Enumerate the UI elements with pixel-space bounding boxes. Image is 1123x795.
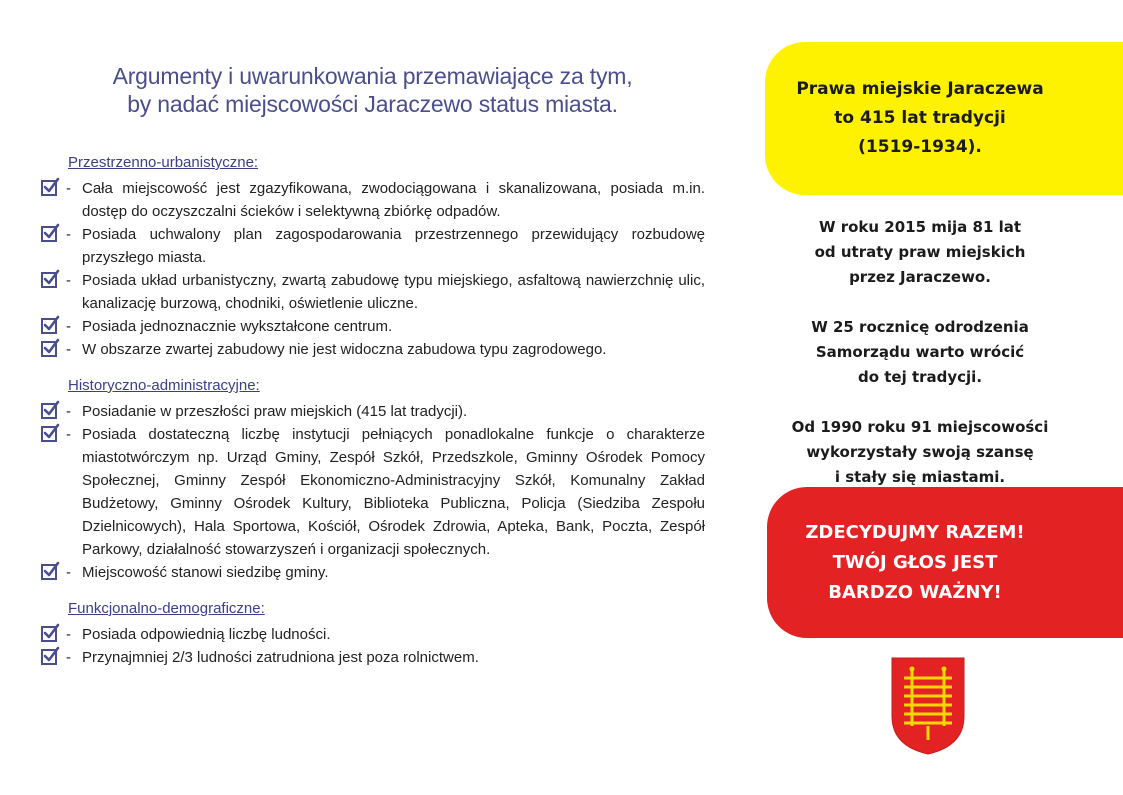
list-item-text: Posiada odpowiednią liczbę ludności. [82, 626, 331, 643]
list-dash: - [66, 649, 71, 666]
sections-list [40, 154, 705, 669]
info-p2-line-1: W 25 rocznicę odrodzenia [811, 318, 1029, 336]
list-dash: - [66, 180, 71, 197]
list-item [40, 423, 705, 561]
list-item [40, 315, 705, 338]
info-paragraph-1 [765, 215, 1075, 290]
checked-checkbox-icon [40, 423, 62, 445]
info-p1-line-2: od utraty praw miejskich [814, 243, 1026, 261]
title-line-1: Argumenty i uwarunkowania przemawiające za tym, [112, 63, 633, 89]
list-item-text: Posiada dostateczną liczbę instytucji pełniących ponadlokalne funkcje o charakterze miastotwórczym np. Urząd Gminy, Zespół Szkół, Przedszkole, Gminny Ośrodek Pomocy Społecznej, Gminny Zespół Ekonomiczno-Administracyjny Szkół, Komunalny Zakład Budżetowy, Gminny Ośrodek Kultury, Biblioteka Publiczna, Policja (Siedziba Zespołu Dzielnicowych), Hala Sportowa, Kościół, Ośrodek Zdrowia, Apteka, Bank, Poczta, Zespół Parkowy, działalność stowarzyszeń i organizacji społecznych. [82, 426, 705, 558]
title-line-2: by nadać miejscowości Jaraczewo status miasta. [127, 91, 618, 117]
info-p3-line-3: i stały się miastami. [834, 468, 1006, 486]
list-dash: - [66, 318, 71, 335]
list-dash: - [66, 426, 71, 443]
yellow-line-3: (1519-1934). [858, 137, 982, 157]
section-title: Przestrzenno-urbanistyczne: [68, 154, 259, 171]
checked-checkbox-icon [40, 223, 62, 245]
checked-checkbox-icon [40, 646, 62, 668]
list-item-text: Posiada jednoznacznie wykształcone centrum. [82, 318, 393, 335]
checked-checkbox-icon [40, 561, 62, 583]
checked-checkbox-icon [40, 338, 62, 360]
list-item [40, 177, 705, 223]
list-dash: - [66, 403, 71, 420]
yellow-line-2: to 415 lat tradycji [834, 108, 1006, 128]
tradition-highlight-box [765, 42, 1123, 195]
list-item-text: Posiada układ urbanistyczny, zwartą zabudowę typu miejskiego, asfaltową nawierzchnię ulic, kanalizację burzową, chodniki, oświetlenie uliczne. [82, 272, 705, 312]
list-dash: - [66, 226, 71, 243]
section-1 [40, 154, 705, 361]
cta-line-3: BARDZO WAŻNY! [828, 581, 1002, 603]
section-title: Historyczno-administracyjne: [68, 377, 260, 394]
cta-line-2: TWÓJ GŁOS JEST [832, 551, 998, 573]
arguments-column [40, 62, 705, 685]
list-item [40, 646, 705, 669]
list-item [40, 623, 705, 646]
info-text [765, 215, 1123, 490]
list-item-text: Cała miejscowość jest zgazyfikowana, zwodociągowana i skanalizowana, posiada m.in. dostęp do oczyszczalni ścieków i selektywną zbiórkę odpadów. [82, 180, 705, 220]
info-p3-line-1: Od 1990 roku 91 miejscowości [791, 418, 1049, 436]
yellow-line-1: Prawa miejskie Jaraczewa [796, 79, 1044, 99]
list-item [40, 269, 705, 315]
checked-checkbox-icon [40, 623, 62, 645]
info-p1-line-3: przez Jaraczewo. [849, 268, 991, 286]
list-item [40, 561, 705, 584]
list-item-text: Posiadanie w przeszłości praw miejskich (415 lat tradycji). [82, 403, 468, 420]
list-dash: - [66, 341, 71, 358]
section-3 [40, 600, 705, 669]
checked-checkbox-icon [40, 269, 62, 291]
info-p3-line-2: wykorzystały swoją szansę [806, 443, 1034, 461]
info-p2-line-2: Samorządu warto wrócić [815, 343, 1025, 361]
checked-checkbox-icon [40, 315, 62, 337]
list-dash: - [66, 626, 71, 643]
info-p1-line-1: W roku 2015 mija 81 lat [818, 218, 1022, 236]
list-item [40, 400, 705, 423]
section-title: Funkcjonalno-demograficzne: [68, 600, 265, 617]
list-item-text: Przynajmniej 2/3 ludności zatrudniona jest poza rolnictwem. [82, 649, 479, 666]
call-to-action-box [767, 487, 1123, 638]
list-dash: - [66, 272, 71, 289]
list-item [40, 338, 705, 361]
info-p2-line-3: do tej tradycji. [857, 368, 983, 386]
cta-line-1: ZDECYDUJMY RAZEM! [805, 521, 1025, 543]
list-item-text: Posiada uchwalony plan zagospodarowania przestrzennego przewidujący rozbudowę przyszłego miasta. [82, 226, 705, 266]
list-dash: - [66, 564, 71, 581]
list-item-text: Miejscowość stanowi siedzibę gminy. [82, 564, 329, 581]
section-2 [40, 377, 705, 584]
page-title [40, 62, 705, 118]
info-paragraph-2 [765, 315, 1075, 390]
list-item-text: W obszarze zwartej zabudowy nie jest widoczna zabudowa typu zagrodowego. [82, 341, 607, 358]
info-column [765, 42, 1123, 603]
checked-checkbox-icon [40, 177, 62, 199]
list-item [40, 223, 705, 269]
coat-of-arms-icon [890, 656, 966, 761]
checked-checkbox-icon [40, 400, 62, 422]
info-paragraph-3 [765, 415, 1075, 490]
